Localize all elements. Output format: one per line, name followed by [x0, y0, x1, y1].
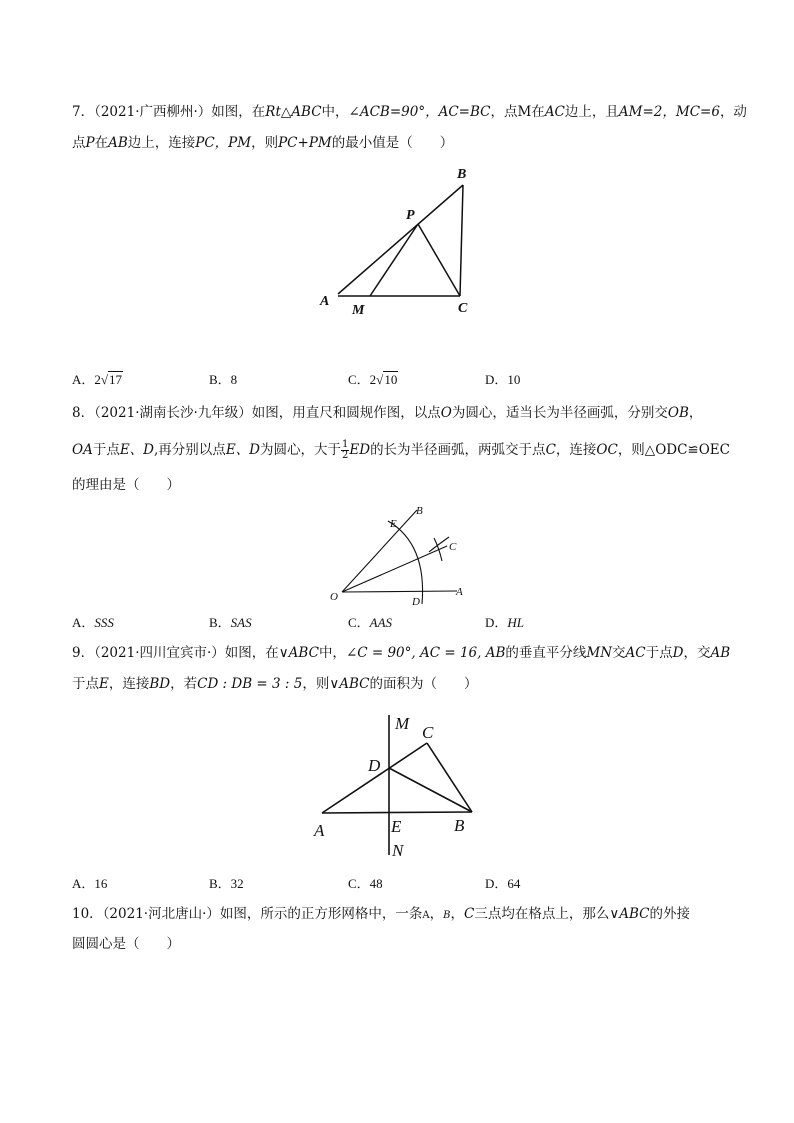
q8-label-a: A — [456, 586, 463, 598]
q9-option-b[interactable]: B．32 — [209, 876, 244, 891]
q9-seg-db — [389, 768, 472, 812]
q8-fraction: $\frac{1}{2}$ — [342, 439, 349, 461]
q8-stem-line1: 8．（2021·湖南长沙·九年级）如图，用直尺和圆规作图，以点O为圆心，适当长为半径画弧，分别交OB， — [72, 405, 703, 421]
q8-label-e: E — [390, 518, 397, 530]
q7-option-b[interactable]: B．8 — [209, 372, 238, 387]
q8-ray-oa — [342, 591, 457, 592]
q7-seg-ab — [338, 185, 463, 294]
q9-option-c[interactable]: C．48 — [348, 876, 383, 891]
q9-seg-ab — [322, 812, 472, 813]
q7-seg-bc — [460, 185, 463, 296]
q9-option-a[interactable]: A．16 — [72, 876, 108, 891]
q9-label-m: M — [395, 714, 410, 733]
q8-stem-line2: OA于点E、D,再分别以点E、D为圆心，大于 $\frac{1}{2}$ ED的长为半径画弧，两弧交于点C，连接OC，则△ODC≌OEC — [72, 439, 730, 461]
q7-figure — [312, 162, 482, 322]
q9-label-e: E — [391, 817, 402, 836]
q7-option-d[interactable]: D．10 — [485, 372, 521, 387]
q7-option-c[interactable]: C．2√10 — [348, 372, 398, 387]
q7-label-a: A — [320, 294, 330, 309]
q9-stem-line1: 9．（2021·四川宜宾市·）如图，在∨ABC中，∠C = 90°, AC = 16, AB的垂直平分线MN交AC于点D，交AB — [72, 645, 731, 661]
q7-label-p: P — [406, 208, 415, 223]
q8-option-a[interactable]: A．SSS — [72, 615, 114, 630]
q9-label-n: N — [392, 841, 404, 860]
q9-label-d: D — [368, 756, 381, 775]
q8-option-c[interactable]: C．AAS — [348, 615, 393, 630]
q9-stem-line2: 于点E，连接BD，若CD : DB = 3 : 5，则∨ABC的面积为（ ） — [72, 676, 478, 692]
q8-label-o: O — [330, 591, 338, 603]
q8-option-b[interactable]: B．SAS — [209, 615, 252, 630]
q10-stem-line1: 10．（2021·河北唐山·）如图，所示的正方形网格中，一条A，B，C三点均在格点上，那么∨ABC的外接 — [72, 906, 690, 922]
q8-label-b: B — [416, 505, 423, 517]
q7-label-b: B — [457, 167, 467, 182]
q8-ray-oc — [342, 546, 447, 592]
q9-seg-cb — [427, 743, 472, 812]
q7-label-m: M — [352, 303, 365, 318]
q9-label-b: B — [454, 816, 465, 835]
q9-seg-ac — [322, 743, 427, 813]
q8-label-c: C — [449, 541, 457, 553]
q9-figure — [308, 705, 486, 860]
q7-stem-line1: 7．（2021·广西柳州·）如图，在Rt△ABC中，∠ACB=90°，AC=BC，点M在AC边上，且AM=2，MC=6，动 — [72, 104, 747, 120]
q7-seg-pc — [418, 224, 460, 296]
q8-stem-line3: 的理由是（ ） — [72, 477, 180, 493]
q8-figure — [325, 500, 475, 608]
q10-stem-line2: 圆圆心是（ ） — [72, 936, 180, 952]
q8-ray-ob — [342, 510, 417, 592]
q8-label-d: D — [412, 596, 420, 608]
q9-label-a: A — [314, 821, 325, 840]
q7-label-c: C — [458, 301, 468, 316]
q8-option-d[interactable]: D．HL — [485, 615, 525, 630]
q9-option-d[interactable]: D．64 — [485, 876, 521, 891]
q7-stem-line2: 点P在AB边上，连接PC，PM，则PC+PM的最小值是（ ） — [72, 135, 454, 151]
q7-option-a[interactable]: A．2√17 — [72, 372, 123, 387]
q9-label-c: C — [422, 723, 434, 742]
